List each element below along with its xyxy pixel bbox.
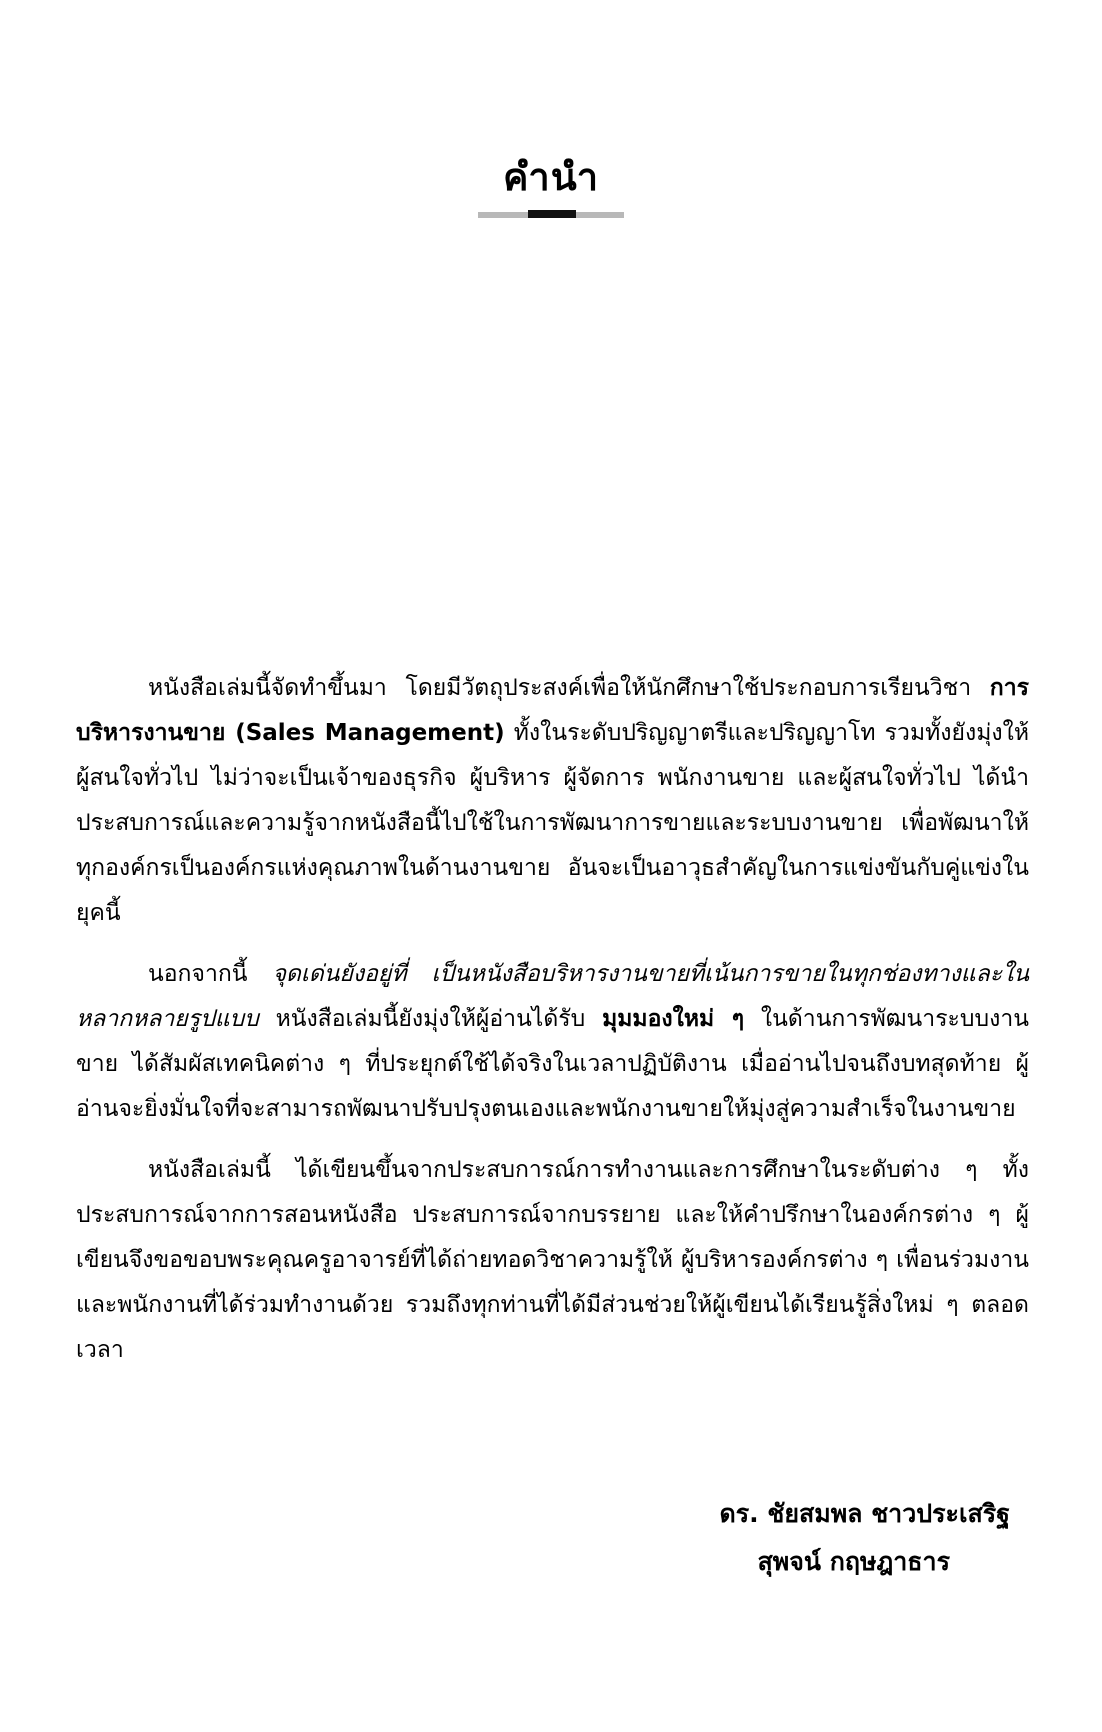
course-name: การบริหารงานขาย (Sales Management)	[76, 675, 1029, 746]
paragraph-3	[76, 1148, 1029, 1373]
paragraph-3-text-1: หนังสือเล่มนี้ ได้เขียนขึ้นจากประสบการณ์การทำงานและการศึกษาในระดับต่าง ๆ ทั้งประสบการณ์จากการสอนหนังสือ ประสบการณ์จากบรรยาย และให้คำปรึกษาในองค์กรต่าง ๆ ผู้เขียนจึงขอขอบพระคุณครูอาจารย์ที่ได้ถ่ายทอดวิชาความรู้ให้ ผู้บริหารองค์กรต่าง ๆ เพื่อนร่วมงาน และพนักงานที่ได้ร่วมทำงานด้วย รวมถึงทุกท่านที่ได้มีส่วนช่วยให้ผู้เขียนได้เรียนรู้สิ่งใหม่ ๆ ตลอดเวลา	[76, 1157, 1029, 1363]
paragraph-1-text-2: ทั้งในระดับปริญญาตรีและปริญญาโท รวมทั้งยังมุ่งให้ผู้สนใจทั่วไป ไม่ว่าจะเป็นเจ้าของธุรกิจ ผู้บริหาร ผู้จัดการ พนักงานขาย และผู้สนใจทั่วไป ได้นำประสบการณ์และความรู้จากหนังสือนี้ไปใช้ในการพัฒนาการขายและระบบงานขาย เพื่อพัฒนาให้ทุกองค์กรเป็นองค์กรแห่งคุณภาพในด้านงานขาย อันจะเป็นอาวุธสำคัญในการแข่งขันกับคู่แข่งในยุคนี้	[76, 720, 1029, 926]
new-perspectives: มุมมองใหม่ ๆ	[602, 1006, 745, 1032]
page-heading-container	[0, 155, 1102, 199]
paragraph-2-text-3: ในด้านการพัฒนาระบบงานขาย ได้สัมผัสเทคนิคต่าง ๆ ที่ประยุกต์ใช้ได้จริงในเวลาปฏิบัติงาน เมื่ออ่านไปจนถึงบทสุดท้าย ผู้อ่านจะยิ่งมั่นใจที่จะสามารถพัฒนาปรับปรุงตนเองและพนักงานขายให้มุ่งสู่ความสำเร็จในงานขาย	[76, 1006, 1029, 1122]
author-1: ดร. ชัยสมพล ชาวประเสริฐ	[719, 1499, 1010, 1528]
page-heading: คำนำ	[502, 155, 600, 199]
paragraph-2-text-2: หนังสือเล่มนี้ยังมุ่งให้ผู้อ่านได้รับ	[258, 1006, 603, 1032]
paragraph-2-text-1: นอกจากนี้	[148, 961, 273, 987]
heading-underline	[478, 212, 624, 218]
preface-body	[76, 666, 1029, 1389]
paragraph-1-text-1: หนังสือเล่มนี้จัดทำขึ้นมา โดยมีวัตถุประสงค์เพื่อให้นักศึกษาใช้ประกอบการเรียนวิชา	[148, 675, 990, 701]
paragraph-1	[76, 666, 1029, 936]
heading-underline-accent	[528, 210, 576, 218]
paragraph-2	[76, 952, 1029, 1132]
highlight-italic: จุดเด่นยังอยู่ที่ เป็นหนังสือบริหารงานขายที่เน้นการขายในทุกช่องทางและในหลากหลายรูปแบบ	[76, 961, 1029, 1032]
author-2: สุพจน์ กฤษฎาธาร	[757, 1547, 950, 1576]
signature-block	[510, 1490, 1010, 1586]
